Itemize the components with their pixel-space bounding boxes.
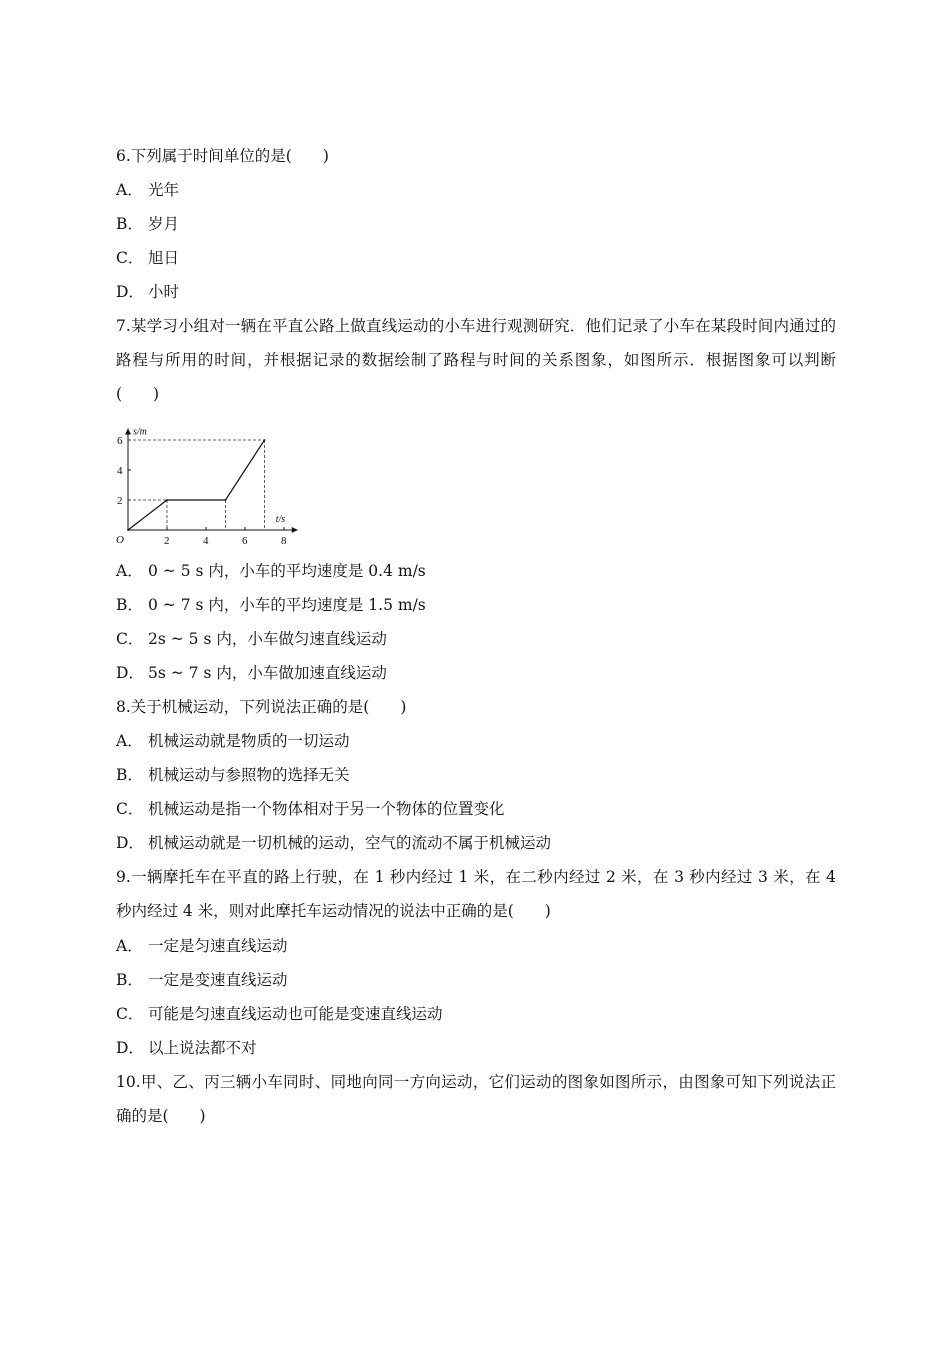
data-point (166, 499, 168, 501)
option-text: 0 ~ 5 s 内，小车的平均速度是 0.4 m/s (148, 562, 426, 580)
option-letter: C． (116, 800, 144, 818)
q7-option-c (116, 628, 387, 650)
origin-label: O (116, 534, 124, 546)
q7-stem: 7.某学习小组对一辆在平直公路上做直线运动的小车进行观测研究．他们记录了小车在某段时间内通过的路程与所用的时间，并根据记录的数据绘制了路程与时间的关系图象，如图所示．根据图象可以判断( ) (116, 317, 836, 403)
data-point (264, 439, 266, 441)
option-text: 以上说法都不对 (148, 1039, 257, 1057)
q9-stem: 9.一辆摩托车在平直的路上行驶，在 1 秒内经过 1 米，在二秒内经过 2 米，在 3 秒内经过 3 米，在 4 秒内经过 4 米，则对此摩托车运动情况的说法中正确的是( ) (116, 868, 836, 920)
option-text: 机械运动就是物质的一切运动 (148, 732, 350, 750)
option-letter: A． (116, 732, 143, 750)
option-letter: A． (116, 562, 143, 580)
q8-option-d (116, 832, 551, 854)
option-letter: D． (116, 664, 144, 682)
option-letter: C． (116, 1005, 144, 1023)
y-tick-label: 4 (117, 465, 123, 477)
q7-option-a (116, 560, 426, 582)
option-text: 旭日 (148, 249, 180, 267)
y-tick-label: 2 (117, 495, 123, 507)
data-point (127, 529, 129, 531)
option-letter: B． (116, 596, 143, 614)
option-letter: B． (116, 215, 143, 233)
q6-stem: 6.下列属于时间单位的是( ) (116, 147, 329, 165)
q9-option-b (116, 969, 288, 991)
x-tick-label: 8 (281, 535, 287, 547)
option-letter: D． (116, 834, 144, 852)
q8-option-a (116, 730, 350, 752)
y-axis-arrow (125, 429, 131, 435)
option-text: 一定是匀速直线运动 (148, 937, 288, 955)
q8-option-c (116, 798, 505, 820)
series-line (128, 440, 265, 530)
option-letter: C． (116, 249, 144, 267)
option-text: 岁月 (148, 215, 180, 233)
option-letter: A． (116, 937, 143, 955)
option-text: 机械运动是指一个物体相对于另一个物体的位置变化 (148, 800, 505, 818)
option-text: 一定是变速直线运动 (148, 971, 288, 989)
q8-stem: 8.关于机械运动，下列说法正确的是( ) (116, 698, 407, 716)
option-text: 可能是匀速直线运动也可能是变速直线运动 (148, 1005, 443, 1023)
option-letter: B． (116, 766, 143, 784)
option-text: 机械运动就是一切机械的运动，空气的流动不属于机械运动 (148, 834, 552, 852)
option-text: 5s ~ 7 s 内，小车做加速直线运动 (148, 664, 387, 682)
y-tick-label: 6 (117, 435, 123, 447)
q9-option-a (116, 935, 288, 957)
q7-option-b (116, 594, 426, 616)
x-tick-label: 4 (203, 535, 209, 547)
q8-option-b (116, 764, 350, 786)
x-axis-label: t/s (275, 514, 286, 525)
option-text: 小时 (148, 283, 180, 301)
x-tick-label: 2 (164, 535, 170, 547)
q7-option-d (116, 662, 387, 684)
q6-option-b (116, 213, 179, 235)
data-point (225, 499, 227, 501)
option-text: 2s ~ 5 s 内，小车做匀速直线运动 (148, 630, 387, 648)
option-letter: B． (116, 971, 143, 989)
option-letter: A． (116, 181, 143, 199)
q10-stem: 10.甲、乙、丙三辆小车同时、同地向同一方向运动，它们运动的图象如图所示，由图象可知下列说法正确的是( ) (116, 1073, 836, 1125)
y-axis-label: s/m (133, 426, 147, 438)
q6-option-a (116, 179, 179, 201)
option-text: 机械运动与参照物的选择无关 (148, 766, 350, 784)
option-letter: D． (116, 1039, 144, 1057)
option-letter: C． (116, 630, 144, 648)
q9-option-c (116, 1003, 443, 1025)
option-letter: D． (116, 283, 144, 301)
x-axis-arrow (292, 527, 298, 533)
option-text: 0 ~ 7 s 内，小车的平均速度是 1.5 m/s (148, 596, 426, 614)
x-tick-label: 6 (242, 535, 248, 547)
q9-option-d (116, 1037, 257, 1059)
q6-option-c (116, 247, 179, 269)
distance-time-graph (110, 420, 310, 550)
q6-option-d (116, 281, 179, 303)
option-text: 光年 (148, 181, 180, 199)
